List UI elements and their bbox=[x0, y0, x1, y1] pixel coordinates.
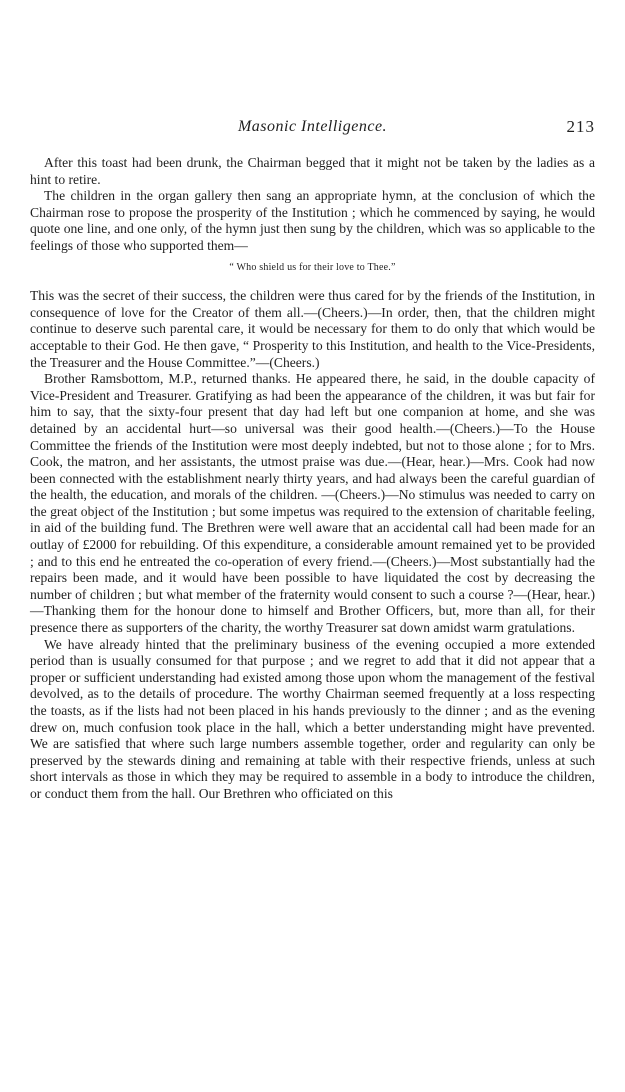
running-title: Masonic Intelligence. bbox=[237, 118, 388, 135]
paragraph-preliminary-business: We have already hinted that the preliminary business of the evening occupied a more extended period than is usually consumed for that purpose ; and we regret to add that it did not appear that a proper or sufficient understanding had existed among those upon whom the management of the festival devolved, as to the details of procedure. The worthy Chairman seemed frequently at a loss respecting the toasts, as if the lists had not been placed in his hands previously to the dinner ; and as the evening drew on, much confusion took place in the hall, which a better understanding might have prevented. We are satisfied that where such large numbers assemble together, order and regularity can only be preserved by the stewards dining and remaining at table with their respective friends, unless at such short intervals as those in which they may be required to assemble in a body to introduce the children, or conduct them from the hall. Our Brethren who officiated on this bbox=[30, 636, 595, 801]
paragraph-hymn: The children in the organ gallery then sang an appropriate hymn, at the conclusion of which the Chairman rose to propose the prosperity of the Institution ; which he commenced by saying, he would quote one line, and one only, of the hymn just then sung by the children, which was so applicable to the feelings of those who supported them— bbox=[30, 188, 595, 253]
paragraph-ramsbottom: Brother Ramsbottom, M.P., returned thanks. He appeared there, he said, in the double capacity of Vice-President and Treasurer. Gratifying as had been the appearance of the children, it was but fair for him to say, that the sixty-four present that day had left but one companion at home, and she was detained by an accidental hurt—so universal was their good health.—(Cheers.)—To the House Committee the friends of the Institution were most deeply indebted, but not to those alone ; for to Mrs. Cook, the matron, and her assistants, the utmost praise was due.—(Hear, hear.)—Mrs. Cook had now been connected with the establishment nearly thirty years, and had always been the careful guardian of the health, the education, and morals of the children. —(Cheers.)—No stimulus was needed to carry on the great object of the Institution ; but some impetus was required to the extension of charitable feeling, in aid of the building fund. The Brethren were well aware that an accidental call had been made for an outlay of £2000 for rebuilding. Of this expenditure, a considerable amount remained yet to be provided ; and to this end he entreated the co-operation of every friend.—(Cheers.)—Most substantially had the repairs been made, and it would have been possible to have liquidated the cost by decreasing the number of children ; but what member of the fraternity would consent to such a course ?—(Hear, hear.)—Thanking them for the honour done to himself and Brother Officers, but, more than all, for their presence there as supporters of the charity, the worthy Treasurer sat down amidst warm gratulations. bbox=[30, 371, 595, 636]
paragraph-toast: After this toast had been drunk, the Chairman begged that it might not be taken by the ladies as a hint to retire. bbox=[30, 155, 595, 187]
body-text bbox=[30, 155, 595, 803]
hymn-quote: “ Who shield us for their love to Thee.” bbox=[229, 261, 396, 273]
page-header bbox=[30, 118, 595, 142]
paragraph-secret-of-success: This was the secret of their success, the children were thus cared for by the friends of the Institution, in consequence of love for the Creator of them all.—(Cheers.)—In order, then, that the children might continue to deserve such parental care, it would be necessary for them to do only that which would be acceptable to their God. He then gave, “ Prosperity to this Institution, and health to the Vice-Presidents, the Treasurer and the House Committee.”—(Cheers.) bbox=[30, 288, 595, 370]
page-number: 213 bbox=[566, 117, 595, 136]
